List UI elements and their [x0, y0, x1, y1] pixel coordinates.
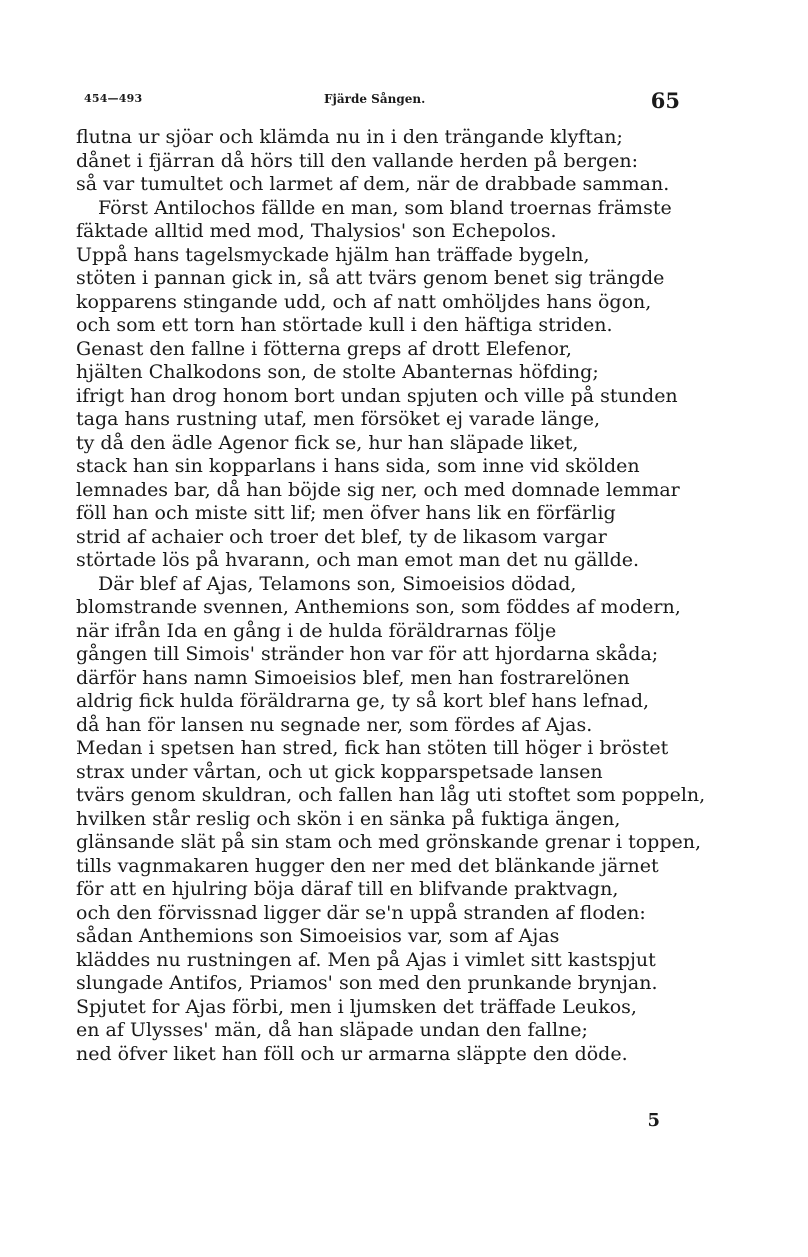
text-line: tvärs genom skuldran, och fallen han låg uti stoftet som poppeln,: [76, 784, 706, 806]
line-range: 454—493: [84, 92, 143, 105]
text-line: Spjutet for Ajas förbi, men i ljumsken det träffade Leukos,: [76, 995, 637, 1018]
chapter-title: Fjärde Sången.: [324, 92, 426, 106]
text-line: föll han och miste sitt lif; men öfver hans lik en förfärlig: [76, 502, 616, 524]
text-line: hjälten Chalkodons son, de stolte Abanternas höfding;: [76, 361, 599, 383]
signature-mark: 5: [647, 1110, 660, 1131]
text-line: Uppå hans tagelsmyckade hjälm han träffade bygeln,: [76, 243, 590, 266]
text-line: strid af achaier och troer det blef, ty de likasom vargar: [76, 525, 607, 548]
text-line: en af Ulysses' män, då han släpade undan den fallne;: [76, 1019, 588, 1041]
text-line: lemnades bar, då han böjde sig ner, och med domnade lemmar: [76, 478, 680, 501]
text-line: Genast den fallne i fötterna greps af drott Elefenor,: [76, 337, 572, 360]
text-line: fäktade alltid med mod, Thalysios' son Echepolos.: [76, 220, 557, 242]
text-line: för att en hjulring böja däraf till en blifvande praktvagn,: [76, 878, 619, 900]
text-line: så var tumultet och larmet af dem, när de drabbade samman.: [76, 173, 670, 195]
text-line: ifrigt han drog honom bort undan spjuten och ville på stunden: [76, 384, 678, 407]
text-line: och som ett torn han störtade kull i den häftiga striden.: [76, 314, 613, 336]
text-line: blomstrande svennen, Anthemions son, som föddes af modern,: [76, 596, 681, 618]
text-line: gången till Simois' stränder hon var för att hjordarna skåda;: [76, 643, 659, 665]
text-line: stack han sin kopparlans i hans sida, som inne vid skölden: [76, 455, 640, 477]
text-line: strax under vårtan, och ut gick kopparspetsade lansen: [76, 760, 603, 783]
text-line: aldrig fick hulda föräldrarna ge, ty så kort blef hans lefnad,: [76, 690, 650, 712]
page-number: 65: [650, 88, 680, 113]
text-line: ty då den ädle Agenor fick se, hur han släpade liket,: [76, 431, 579, 454]
text-line: hvilken står reslig och skön i en sänka på fuktiga ängen,: [76, 807, 621, 830]
text-line: sådan Anthemions son Simoeisios var, som af Ajas: [76, 925, 560, 947]
poem-text: [76, 126, 706, 1066]
text-line: då han för lansen nu segnade ner, som fördes af Ajas.: [76, 713, 593, 736]
text-line: slungade Antifos, Priamos' son med den prunkande brynjan.: [76, 972, 658, 994]
text-line: därför hans namn Simoeisios blef, men han fostrarelönen: [76, 666, 630, 689]
text-line: stöten i pannan gick in, så att tvärs genom benet sig trängde: [76, 267, 665, 289]
text-line: dånet i fjärran då hörs till den vallande herden på bergen:: [76, 149, 638, 172]
text-line: Först Antilochos fällde en man, som bland troernas främste: [98, 196, 672, 219]
text-line: kläddes nu rustningen af. Men på Ajas i vimlet sitt kastspjut: [76, 948, 656, 971]
text-line: Där blef af Ajas, Telamons son, Simoeisios dödad,: [98, 572, 577, 595]
text-line: glänsande slät på sin stam och med grönskande grenar i toppen,: [76, 831, 702, 853]
text-line: Medan i spetsen han stred, fick han stöten till höger i bröstet: [76, 737, 669, 759]
text-line: taga hans rustning utaf, men försöket ej varade länge,: [76, 408, 601, 430]
text-line: tills vagnmakaren hugger den ner med det blänkande järnet: [76, 854, 659, 877]
text-line: kopparens stingande udd, och af natt omhöljdes hans ögon,: [76, 290, 652, 313]
text-line: och den förvissnad ligger där se'n uppå stranden af floden:: [76, 901, 646, 924]
text-line: ned öfver liket han föll och ur armarna släppte den döde.: [76, 1042, 628, 1065]
running-header: [84, 88, 680, 118]
text-line: störtade lös på hvarann, och man emot man det nu gällde.: [76, 549, 640, 571]
text-line: flutna ur sjöar och klämda nu in i den trängande klyftan;: [76, 126, 623, 148]
text-line: när ifrån Ida en gång i de hulda föräldrarnas följe: [76, 619, 557, 642]
